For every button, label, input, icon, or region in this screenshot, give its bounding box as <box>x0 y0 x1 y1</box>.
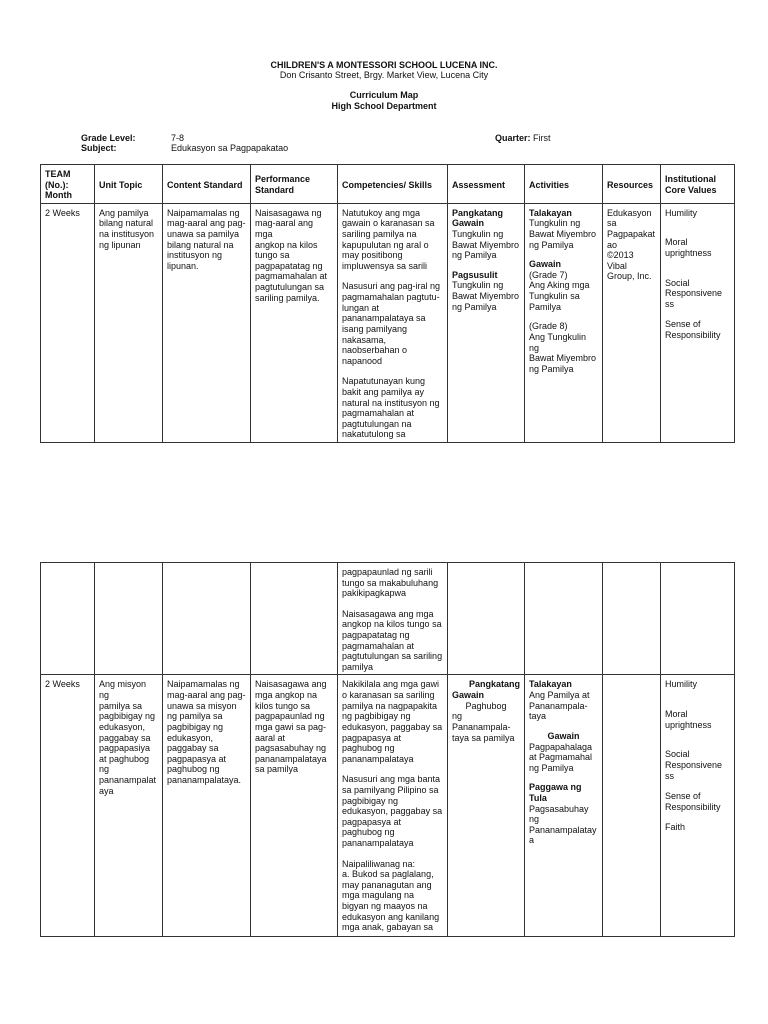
activities-cell: Talakayan Tungkulin ng Bawat Miyembro ng Pamilya Gawain (Grade 7) Ang Aking mga Tungkulin sa Pamilya (Grade 8) Ang Tungkulin ng Bawat Miyembro ng Pamilya <box>525 203 603 442</box>
col-performance-standard: Performance Standard <box>251 165 338 204</box>
unit-topic-cell <box>95 563 163 675</box>
col-competencies: Competencies/ Skills <box>338 165 448 204</box>
team-cell: 2 Weeks <box>41 203 95 442</box>
assessment-cell: Pangkatang Gawain Tungkulin ng Bawat Miyembro ng Pamilya Pagsusulit Tungkulin ng Bawat Miyembro ng Pamilya <box>448 203 525 442</box>
subject-label: Subject: <box>81 143 117 153</box>
activities-cell <box>525 563 603 675</box>
competencies-cell: Natutukoy ang mga gawain o karanasan sa sariling pamilya na kapupulutan ng aral o may positibong impluwensya sa sarili Nasusuri ang pag-iral ng pagmamahalan pagtutu- lungan at pananampalataya sa isang pamilyang nakasama, naobserbahan o napanood Napatutunayan kung bakit ang pamilya ay natural na institusyon ng pagmamahalan at pagtutulungan na nakatutulong sa <box>338 203 448 442</box>
table-header-row <box>41 165 735 204</box>
curriculum-table-page2 <box>40 562 735 937</box>
table-row <box>41 203 735 442</box>
core-values-cell: Humility Moral uprightness Social Responsivene ss Sense of Responsibility Faith <box>661 675 735 937</box>
team-cell <box>41 563 95 675</box>
table-row <box>41 675 735 937</box>
quarter-label: Quarter: <box>495 133 531 143</box>
content-standard-cell <box>163 563 251 675</box>
school-address: Don Crisanto Street, Brgy. Market View, Lucena City <box>279 70 489 80</box>
school-name: CHILDREN'S A MONTESSORI SCHOOL LUCENA INC. <box>270 60 498 70</box>
quarter-field <box>495 133 551 144</box>
resources-cell: Edukasyon sa Pagpapakat ao ©2013 Vibal Group, Inc. <box>603 203 661 442</box>
col-unit-topic: Unit Topic <box>95 165 163 204</box>
performance-standard-cell: Naisasagawa ang mga angkop na kilos tungo sa pagpapaunlad ng mga gawi sa pag- aaral at pagsasabuhay ng pananampalataya sa pamilya <box>251 675 338 937</box>
performance-standard-cell: Naisasagawa ng mag-aaral ang mga angkop na kilos tungo sa pagpapatatag ng pagmamahalan at pagtutulungan sa sariling pamilya. <box>251 203 338 442</box>
content-standard-cell: Naipamamalas ng mag-aaral ang pag- unawa sa pamilya bilang natural na institusyon ng lipunan. <box>163 203 251 442</box>
performance-standard-cell <box>251 563 338 675</box>
department-name: High School Department <box>331 101 437 111</box>
unit-topic-cell: Ang pamilya bilang natural na institusyon ng lipunan <box>95 203 163 442</box>
unit-topic-cell: Ang misyon ng pamilya sa pagbibigay ng edukasyon, paggabay sa pagpapasiya at paghubog ng pananampalat aya <box>95 675 163 937</box>
grade-level-label: Grade Level: <box>81 133 136 143</box>
col-assessment: Assessment <box>448 165 525 204</box>
col-activities: Activities <box>525 165 603 204</box>
col-resources: Resources <box>603 165 661 204</box>
document-title: Curriculum Map <box>349 90 419 100</box>
table-row <box>41 563 735 675</box>
assessment-cell: Pangkatang Gawain Paghubog ng Pananampala- taya sa pamilya <box>448 675 525 937</box>
grade-level-value: 7-8 <box>171 133 185 143</box>
assessment-cell <box>448 563 525 675</box>
col-core-values: Institutional Core Values <box>661 165 735 204</box>
resources-cell <box>603 563 661 675</box>
activities-cell: Talakayan Ang Pamilya at Pananampala- taya Gawain Pagpapahalaga at Pagmamahal ng Pamilya Paggawa ng Tula Pagsasabuhay ng Pananampalatay a <box>525 675 603 937</box>
content-standard-cell: Naipamamalas ng mag-aaral ang pag- unawa sa misyon ng pamilya sa pagbibigay ng edukasyon, paggabay sa pagpapasya at paghubog ng pananampalataya. <box>163 675 251 937</box>
core-values-cell <box>661 563 735 675</box>
curriculum-table-page1 <box>40 164 735 443</box>
col-team: TEAM (No.): Month <box>41 165 95 204</box>
subject-value: Edukasyon sa Pagpapakatao <box>171 143 289 153</box>
competencies-cell: Nakikilala ang mga gawi o karanasan sa sariling pamilya na nagpapakita ng pagbibigay ng edukasyon, paggabay sa pagpapasya at paghubog ng pananampalataya Nasusuri ang mga banta sa pamilyang Pilipino sa pagbibigay ng edukasyon, paggabay sa pagpapasya at paghubog ng pananampalataya Naipaliliwanag na: a. Bukod sa paglalang, may pananagutan ang mga magulang na bigyan ng maayos na edukasyon ang kanilang mga anak, gabayan sa <box>338 675 448 937</box>
core-values-cell: Humility Moral uprightness Social Responsivene ss Sense of Responsibility <box>661 203 735 442</box>
resources-cell <box>603 675 661 937</box>
col-content-standard: Content Standard <box>163 165 251 204</box>
team-cell: 2 Weeks <box>41 675 95 937</box>
competencies-cell: pagpapaunlad ng sarili tungo sa makabuluhang pakikipagkapwa Naisasagawa ang mga angkop na kilos tungo sa pagpapatatag ng pagmamahalan at pagtutulungan sa sariling pamilya <box>338 563 448 675</box>
quarter-value: First <box>533 133 551 143</box>
